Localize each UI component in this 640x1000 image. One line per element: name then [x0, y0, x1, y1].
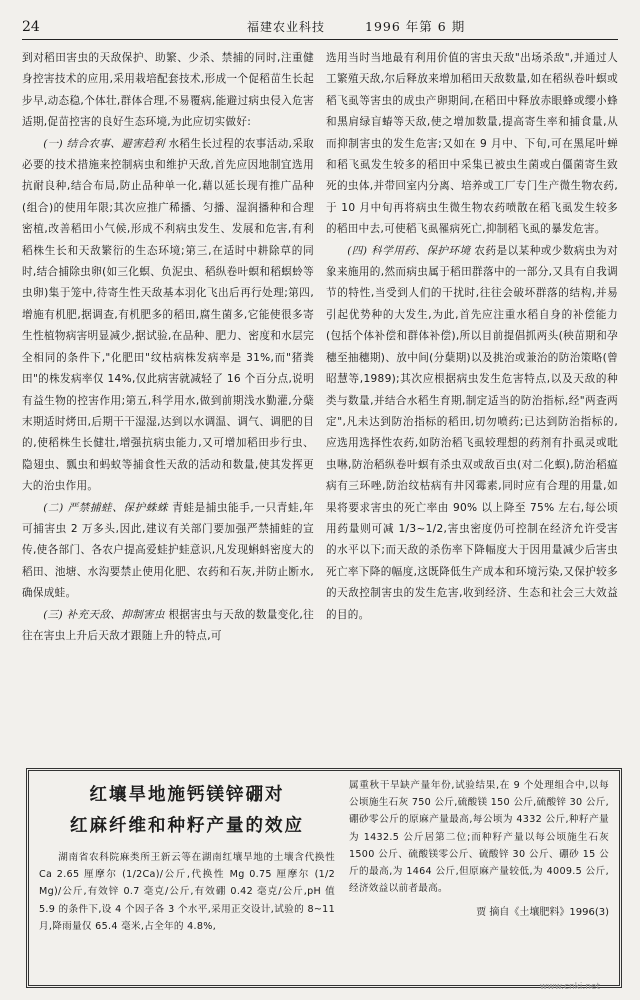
journal-name: 福建农业科技	[247, 20, 326, 34]
paragraph-text: 水稻生长过程的农事活动,采取必要的技术措施来控制病虫和维护天敌,首先应因地制宜选用抗耐良种,结合布局,防止品种单一化,藉以延长现有推广品种(组合)的使用年限;其次应推广稀播、匀播、湿润播种和合理密植,改善稻田小气候,形成不利病虫发生、发展和危害,有利稻株生长和天敌繁衍的生态环境;第三,在适时中耕除草的同时,结合捕除虫卵(如三化螟、负泥虫、稻纵卷叶螟和稻螟蛉等虫卵)集于笼中,待寄生性天敌基本羽化飞出后再行处理;第四,增施有机肥,据调查,有机肥多的稻田,腐生菌多,它能使很多寄生性植物病害明显减少,据试验,在品种、肥力、密度和水层完全相同的条件下,"化肥田"纹枯病株发病率是 31%,而"猪粪田"的株发病率仅 14%,仅此病害就减轻了 16 个百分点,说明有益生物的控害作用;第五,科学用水,做到前期浅水勤灌,分蘖末期适时烤田,后期干干湿湿,达到以水调温、调气、调肥的目的,使稻株生长健壮,增强抗病虫能力,又可增加稻田步行虫、隐翅虫、瓢虫和蚂蚁等捕食性天敌的活动和数量,使其发挥更大的治虫作用。	[22, 137, 314, 493]
issue-label: 1996 年第 6 期	[365, 19, 466, 34]
paragraph-text: 农药是以某种或少数病虫为对象来施用的,然而病虫属于稻田群落中的一部分,又具有自我调节的特性,当受到人们的干扰时,往往会破坏群落的结构,并易引起优势种的大发生,为此,首先应注重水稻自身的补偿能力(包括个体补偿和群体补偿),所以目前提倡抓两头(秧苗期和孕穗至抽穗期)、放中间(分蘖期)以及挑治或兼治的防治策略(曾昭慧等,1989);其次应根据病虫发生危害特点,以及天敌的种类与数量,并结合水稻生育期,制定适当的防治指标,经"两查两定",凡未达到防治指标的稻田,切勿喷药;已达到防治指标的,应选用选择性农药,如防治稻飞虱较理想的药剂有扑虱灵或吡虫啉,防治稻纵卷叶螟有杀虫双或敌百虫(对二化螟),防治稻瘟病有三环唑,防治纹枯病有井冈霉素,同时应有合理的用量,如果将要求害虫的死亡率由 90% 以上降至 75% 左右,每公顷用药量则可减 1/3~1/2,害虫密度仍可控制在经济允许受害的水平以下;而天敌的杀伤率下降幅度大于因用量减少后害虫死亡率下降的幅度,这既降低生产成本和环境污染,又保护较多的天敌控制害虫的发生危害,收到经济、生态和社会三大效益的目的。	[326, 244, 618, 621]
box-title-line1: 红壤旱地施钙镁锌硼对	[89, 785, 285, 805]
article-body	[22, 48, 618, 760]
box-left	[39, 777, 335, 979]
section-heading: (二) 严禁捕蛙、保护蛛蛛	[43, 501, 169, 514]
box-text-left	[39, 849, 335, 935]
sidebar-box	[26, 768, 622, 988]
page-header	[22, 14, 618, 40]
section-heading: (一) 结合农事、避害趋利	[43, 137, 165, 150]
paragraph: 湖南省农科院麻类所王新云等在湖南红壤旱地的土壤含代换性 Ca 2.65 厘摩尔 (1/2Ca)/公斤,代换性 Mg 0.75 厘摩尔 (1/2 Mg)/公斤,有效锌 0.7 毫克/公斤,有效硼 0.42 毫克/公斤,pH 值 5.9 的条件下,设 4 个因子各 3 个水平,采用正交设计,试验的 8~11 月,降雨量仅 65.4 毫米,占全年的 4.8%,	[39, 852, 335, 932]
box-text-right: 属重秋干旱缺产量年份,试验结果,在 9 个处理组合中,以每公顷施生石灰 750 公斤,硫酸镁 150 公斤,硫酸锌 30 公斤,硼砂零公斤的原麻产量最高,每公顷为 4332 公斤,种籽产量为 1432.5 公斤居第二位;而种籽产量以每公顷施生石灰 1500 公斤、硫酸镁零公斤、硫酸锌 30 公斤、硼砂 15 公斤的最高,为 1464 公斤,但原麻产量较低,为 4009.5 公斤,经济效益以前者最高。	[349, 780, 609, 895]
left-column	[22, 48, 314, 760]
paragraph: 到对稻田害虫的天敌保护、助繁、少杀、禁捕的同时,注重健身控害技术的应用,采用栽培配套技术,形成一个促稻苗生长起步早,动态稳,个体壮,群体合理,不易覆病,能避过病虫侵入危害适期,促苗控害的良好生态环境,为此应切实做好:	[22, 52, 314, 129]
box-credit: 贾 摘自《土壤肥料》1996(3)	[476, 907, 609, 919]
page-number: 24	[22, 19, 40, 35]
paragraph: 选用当时当地最有利用价值的害虫天敌"出场杀敌",并通过人工繁殖天敌,尔后释放来增加稻田天敌数量,如在稻纵卷叶螟或稻飞虱等害虫的成虫产卵期间,在稻田中释放赤眼蜂或缨小蜂和黑肩绿盲蝽等天敌,使之增加数量,提高寄生率和捕食量,从而抑制害虫的发生危害;又如在 9 月中、下旬,可在黑尾叶蝉和稻飞虱发生较多的稻田中采集已被虫生菌或白僵菌寄生致死的虫体,并带回室内分离、培养或工厂专门生产微生物农药,于 10 月中旬再将病虫生微生物农药喷散在稻飞虱发生较多的稻田中去,可使稻飞虱罹病死亡,抑制稻飞虱的暴发危害。	[326, 52, 618, 236]
paragraph	[22, 134, 314, 498]
paragraph	[326, 241, 618, 626]
box-title-line2: 红麻纤维和种籽产量的效应	[70, 816, 304, 836]
paragraph-text: 青蛙是捕虫能手,一只青蛙,年可捕害虫 2 万多头,因此,建议有关部门要加强严禁捕蛙的宣传,使各部门、各农户提高爱蛙护蛙意识,凡发现蝌蚪密度大的稻田、池塘、水沟要禁止使用化肥、农药和石灰,并防止断水,确保成蛙。	[22, 501, 314, 600]
section-heading: (四) 科学用药、保护环境	[347, 244, 471, 257]
watermark: www.cnki.net	[539, 982, 600, 992]
box-right	[349, 777, 609, 979]
paragraph	[22, 605, 314, 648]
paragraph-text: 根据害虫与天敌的数量变化,往往在害虫上升后天敌才跟随上升的特点,可	[22, 608, 314, 642]
right-column	[326, 48, 618, 760]
paragraph	[22, 498, 314, 605]
section-heading: (三) 补充天敌、抑制害虫	[43, 608, 165, 621]
